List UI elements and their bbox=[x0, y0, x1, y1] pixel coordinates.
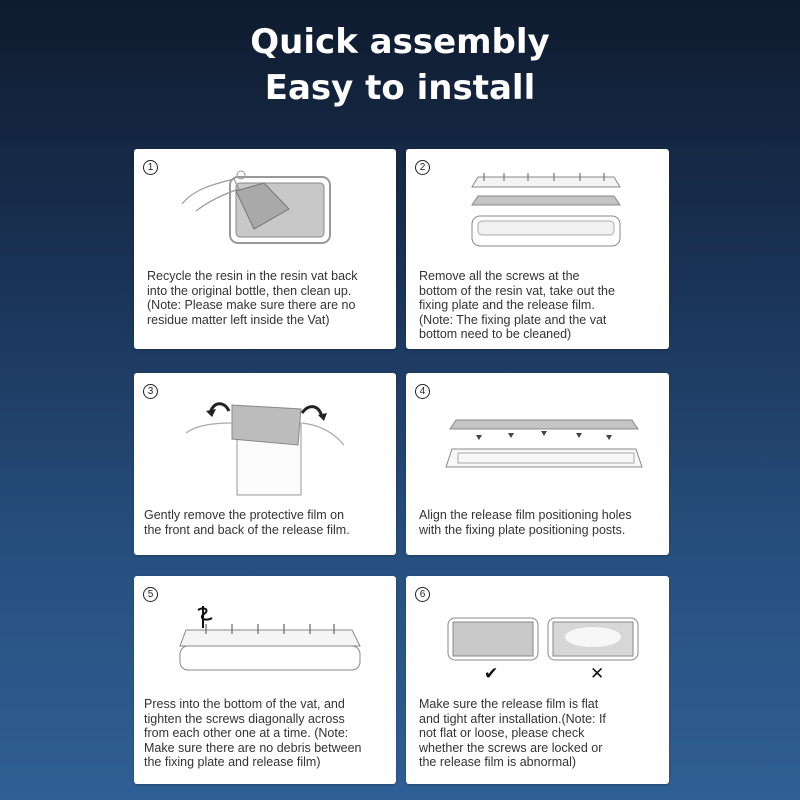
screw-icon bbox=[198, 606, 212, 628]
step-card-5 bbox=[134, 576, 396, 784]
check-icon: ✔ bbox=[484, 664, 499, 683]
step-card-4 bbox=[406, 373, 669, 555]
step-text-1: Recycle the resin in the resin vat back into the original bottle, then clean up. (Note: Please make sure there are no residue matter left inside the Vat) bbox=[147, 269, 358, 327]
step-text-2: Remove all the screws at the bottom of the resin vat, take out the fixing plate and the release film. (Note: The fixing plate and the vat bottom need to be cleaned) bbox=[419, 269, 615, 341]
step-number-3: 3 bbox=[143, 384, 158, 399]
hand-icon bbox=[186, 423, 232, 433]
step-number-6: 6 bbox=[415, 587, 430, 602]
step-card-3 bbox=[134, 373, 396, 555]
step-number-5: 5 bbox=[143, 587, 158, 602]
step-text-5: Press into the bottom of the vat, and tighten the screws diagonally across from each other one at a time. (Note: Make sure there are no debris between the fixing plate and release film) bbox=[144, 697, 362, 769]
step-number-4: 4 bbox=[415, 384, 430, 399]
resin-vat-icon bbox=[134, 149, 396, 269]
cross-icon: ✕ bbox=[590, 664, 605, 683]
step-card-2 bbox=[406, 149, 669, 349]
title-line-1: Quick assembly bbox=[250, 22, 550, 62]
title-line-2: Easy to install bbox=[264, 68, 536, 108]
step-text-4: Align the release film positioning holes with the fixing plate positioning posts. bbox=[419, 508, 632, 537]
step-number-2: 2 bbox=[415, 160, 430, 175]
release-film-icon bbox=[134, 373, 396, 503]
step-text-3: Gently remove the protective film on the front and back of the release film. bbox=[144, 508, 350, 537]
step-text-6: Make sure the release film is flat and tight after installation.(Note: If not flat or loose, please check whether the screws are locked or the release film is abnormal) bbox=[419, 697, 606, 769]
alignment-icon bbox=[406, 373, 669, 493]
resin-vat-exploded-icon bbox=[406, 149, 669, 264]
step-number-1: 1 bbox=[143, 160, 158, 175]
step-card-1 bbox=[134, 149, 396, 349]
resin-vat-assembled-icon bbox=[134, 576, 396, 691]
step-card-6 bbox=[406, 576, 669, 784]
film-comparison-icon bbox=[406, 576, 669, 661]
